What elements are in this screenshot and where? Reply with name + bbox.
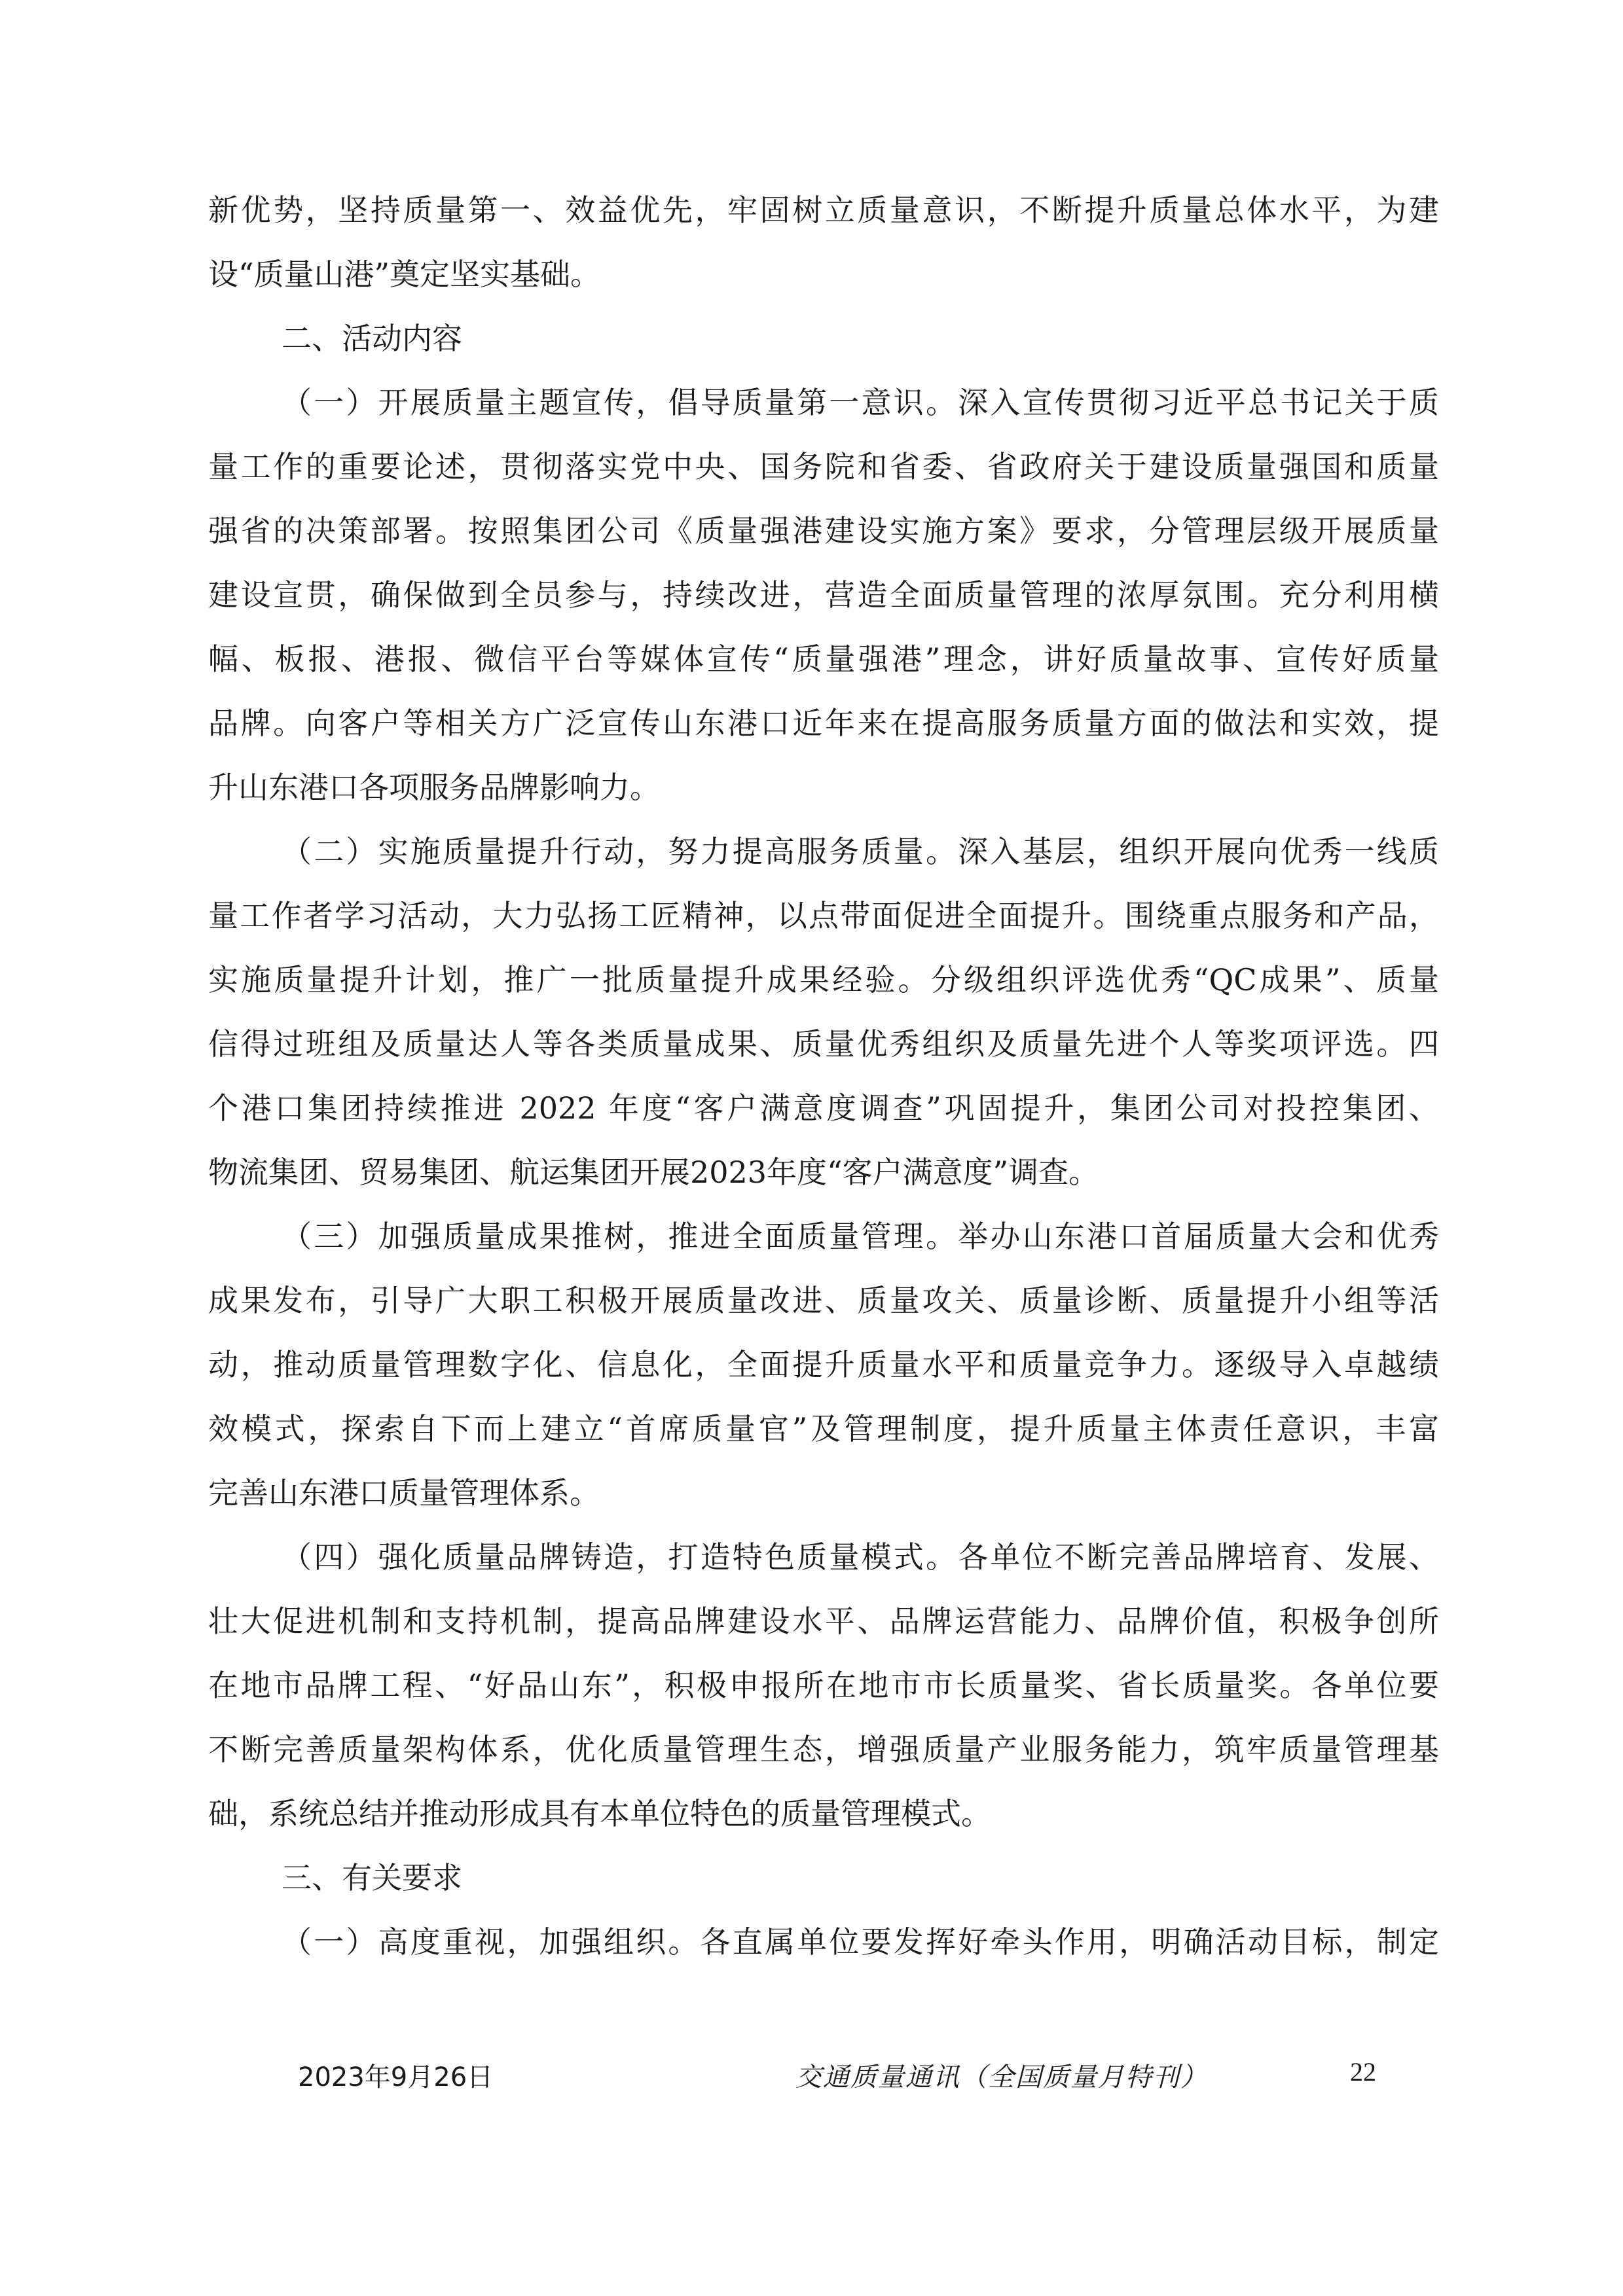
- footer-publication-title: 交通质量通讯（全国质量月特刊）: [795, 2062, 1208, 2092]
- body-line: 完善山东港口质量管理体系。: [208, 1475, 600, 1511]
- body-line: 效模式，探索自下而上建立“首席质量官”及管理制度，提升质量主体责任意识，丰富: [208, 1411, 1439, 1446]
- section-heading: 二、活动内容: [282, 321, 462, 356]
- body-line: 个港口集团持续推进 2022 年度“客户满意度调查”巩固提升，集团公司对投控集团、: [208, 1090, 1439, 1126]
- body-line: （四）强化质量品牌铸造，打造特色质量模式。各单位不断完善品牌培育、发展、: [282, 1539, 1439, 1575]
- body-line: 建设宣贯，确保做到全员参与，持续改进，营造全面质量管理的浓厚氛围。充分利用横: [208, 577, 1439, 613]
- body-line: 量工作的重要论述，贯彻落实党中央、国务院和省委、省政府关于建设质量强国和质量: [208, 449, 1439, 484]
- body-line: 幅、板报、港报、微信平台等媒体宣传“质量强港”理念，讲好质量故事、宣传好质量: [208, 641, 1439, 677]
- body-line: 不断完善质量架构体系，优化质量管理生态，增强质量产业服务能力，筑牢质量管理基: [208, 1732, 1439, 1767]
- page-footer: [0, 2056, 1623, 2096]
- body-line: 量工作者学习活动，大力弘扬工匠精神，以点带面促进全面提升。围绕重点服务和产品，: [208, 898, 1439, 933]
- body-line: 新优势，坚持质量第一、效益优先，牢固树立质量意识，不断提升质量总体水平，为建: [208, 192, 1439, 228]
- body-line: 物流集团、贸易集团、航运集团开展2023年度“客户满意度”调查。: [208, 1155, 1099, 1190]
- section-heading: 三、有关要求: [282, 1860, 462, 1895]
- body-line: 设“质量山港”奠定坚实基础。: [208, 257, 601, 292]
- page-number: 22: [1350, 2057, 1376, 2087]
- body-line: 础，系统总结并推动形成具有本单位特色的质量管理模式。: [208, 1796, 991, 1831]
- document-body: [208, 178, 1439, 1974]
- body-line: 升山东港口各项服务品牌影响力。: [208, 770, 660, 805]
- body-line: （一）高度重视，加强组织。各直属单位要发挥好牵头作用，明确活动目标，制定: [282, 1924, 1439, 1960]
- body-line: 壮大促进机制和支持机制，提高品牌建设水平、品牌运营能力、品牌价值，积极争创所: [208, 1604, 1439, 1639]
- body-line: 实施质量提升计划，推广一批质量提升成果经验。分级组织评选优秀“QC成果”、质量: [208, 962, 1439, 997]
- body-line: 强省的决策部署。按照集团公司《质量强港建设实施方案》要求，分管理层级开展质量: [208, 513, 1439, 548]
- body-line: 品牌。向客户等相关方广泛宣传山东港口近年来在提高服务质量方面的做法和实效，提: [208, 706, 1439, 741]
- body-line: 动，推动质量管理数字化、信息化，全面提升质量水平和质量竞争力。逐级导入卓越绩: [208, 1347, 1439, 1382]
- body-line: 在地市品牌工程、“好品山东”，积极申报所在地市市长质量奖、省长质量奖。各单位要: [208, 1668, 1439, 1703]
- body-line: 信得过班组及质量达人等各类质量成果、质量优秀组织及质量先进个人等奖项评选。四: [208, 1026, 1439, 1062]
- body-line: 成果发布，引导广大职工积极开展质量改进、质量攻关、质量诊断、质量提升小组等活: [208, 1283, 1439, 1318]
- body-line: （三）加强质量成果推树，推进全面质量管理。举办山东港口首届质量大会和优秀: [282, 1219, 1439, 1254]
- body-line: （二）实施质量提升行动，努力提高服务质量。深入基层，组织开展向优秀一线质: [282, 834, 1439, 869]
- body-line: （一）开展质量主题宣传，倡导质量第一意识。深入宣传贯彻习近平总书记关于质: [282, 385, 1439, 420]
- footer-date: 2023年9月26日: [298, 2062, 494, 2092]
